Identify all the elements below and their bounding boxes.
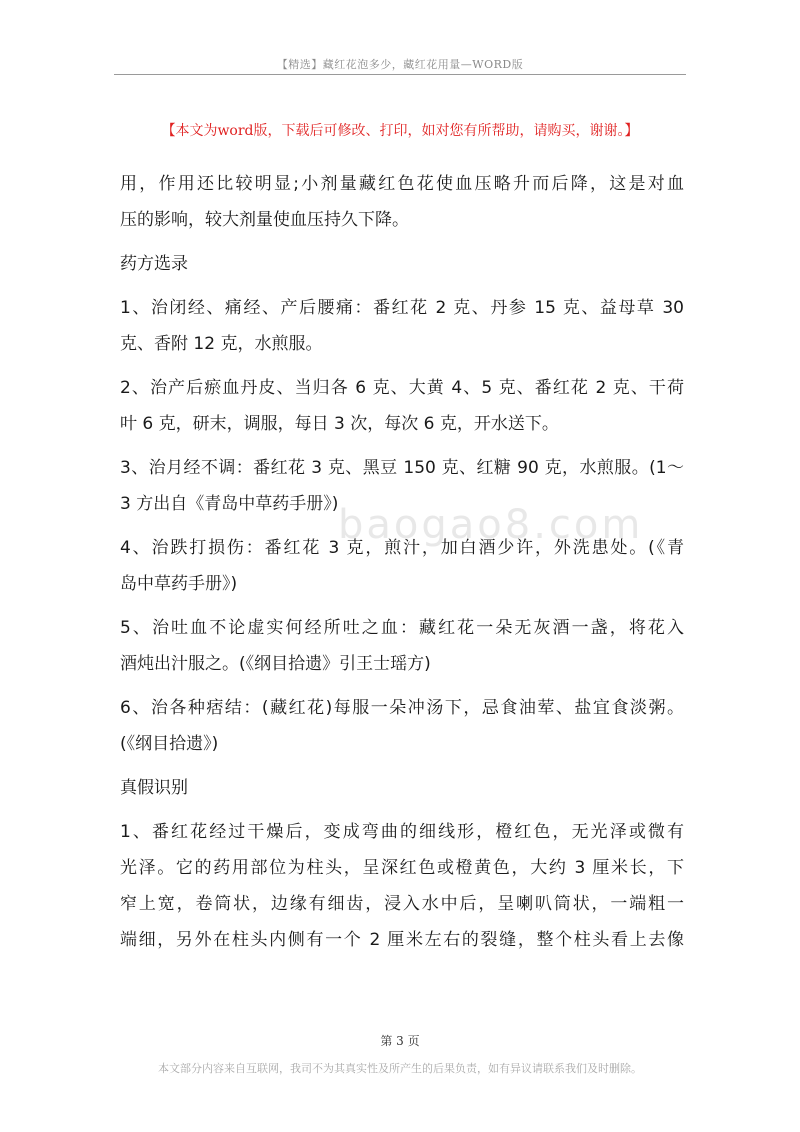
paragraph — [120, 690, 684, 762]
section-heading — [120, 770, 684, 806]
text-line: 4、治跌打损伤：番红花 3 克，煎汁，加白酒少许，外洗患处。(《青 — [120, 538, 684, 558]
text-line: 1、番红花经过干燥后，变成弯曲的细线形，橙红色，无光泽或微有 — [120, 822, 684, 842]
paragraph — [120, 814, 684, 958]
paragraph — [120, 530, 684, 602]
text-line: 用，作用还比较明显;小剂量藏红色花使血压略升而后降，这是对血 — [120, 174, 684, 194]
purchase-notice: 【本文为word版，下载后可修改、打印，如对您有所帮助，请购买，谢谢。】 — [161, 123, 639, 139]
section-heading — [120, 246, 684, 282]
text-line: 6、治各种痞结：(藏红花)每服一朵冲汤下，忌食油荤、盐宜食淡粥。 — [120, 698, 684, 718]
text-line: 药方选录 — [120, 254, 188, 274]
text-line: 1、治闭经、痛经、产后腰痛：番红花 2 克、丹参 15 克、益母草 30 — [120, 298, 684, 318]
text-line: 叶 6 克，研末，调服，每日 3 次，每次 6 克，开水送下。 — [120, 414, 559, 434]
paragraph — [120, 610, 684, 682]
page-number: 第 3 页 — [380, 1034, 420, 1048]
paragraph — [120, 450, 684, 522]
text-line: 5、治吐血不论虚实何经所吐之血：藏红花一朵无灰酒一盏，将花入 — [120, 618, 684, 638]
running-header: 【精选】藏红花泡多少，藏红花用量—WORD版 — [276, 58, 524, 71]
text-line: 酒炖出汁服之。(《纲目拾遗》引王士瑶方) — [120, 654, 431, 674]
text-line: 端细，另外在柱头内侧有一个 2 厘米左右的裂缝，整个柱头看上去像 — [120, 930, 684, 950]
paragraph — [120, 290, 684, 362]
header-divider — [114, 74, 686, 75]
paragraph — [120, 166, 684, 238]
text-line: 窄上宽，卷筒状，边缘有细齿，浸入水中后，呈喇叭筒状，一端粗一 — [120, 894, 684, 914]
text-line: 克、香附 12 克，水煎服。 — [120, 334, 323, 354]
watermark: baogao8.com — [338, 502, 644, 548]
text-line: 2、治产后瘀血丹皮、当归各 6 克、大黄 4、5 克、番红花 2 克、干荷 — [120, 378, 684, 398]
text-line: (《纲目拾遗》) — [120, 734, 219, 754]
text-line: 3 方出自《青岛中草药手册》) — [120, 494, 339, 514]
text-line: 3、治月经不调：番红花 3 克、黑豆 150 克、红糖 90 克，水煎服。(1～ — [120, 458, 684, 478]
text-line: 真假识别 — [120, 778, 188, 798]
footer-disclaimer: 本文部分内容来自互联网，我司不为其真实性及所产生的后果负责，如有异议请联系我们及时删除。 — [158, 1062, 642, 1075]
text-line: 光泽。它的药用部位为柱头，呈深红色或橙黄色，大约 3 厘米长，下 — [120, 858, 684, 878]
text-line: 岛中草药手册》) — [120, 574, 238, 594]
document-body — [120, 166, 684, 966]
text-line: 压的影响，较大剂量使血压持久下降。 — [120, 210, 409, 230]
paragraph — [120, 370, 684, 442]
